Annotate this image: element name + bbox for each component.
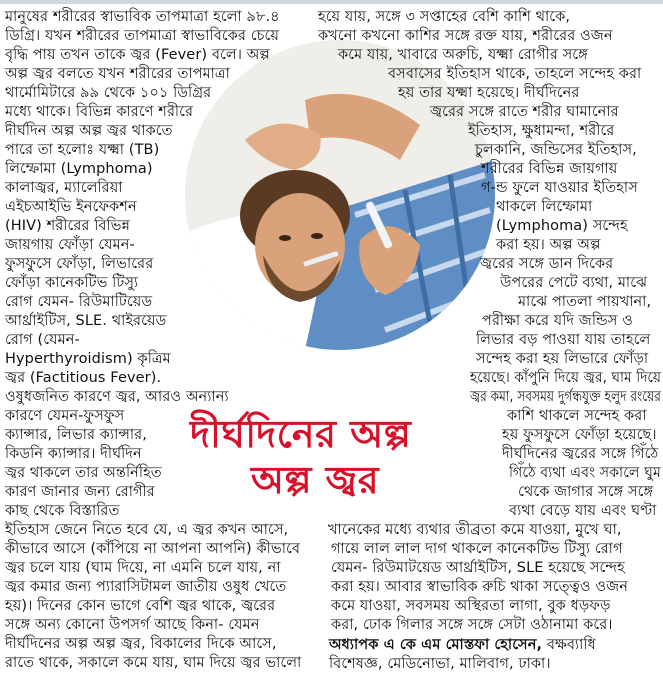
left-column-line: কারণ জানার জন্য রোগীর: [5, 484, 155, 500]
right-column-line: থেকে জাগার সঙ্গে সঙ্গে: [518, 484, 654, 500]
left-column-line: মধ্যে থাকে। বিভিন্ন কারণে শরীরে: [5, 104, 194, 120]
left-column-line: কাছ থেকে বিস্তারিত: [5, 503, 120, 519]
right-column-line: গ-ন্ড ফুলে যাওয়ার ইতিহাস: [481, 180, 638, 196]
right-column-line: গিঁঠে ব্যথা এবং সকালে ঘুম: [509, 465, 661, 481]
right-column-line: শরীরের বিভিন্ন জায়গায়: [481, 161, 618, 177]
headline-line-1: দীর্ঘদিনের অল্প: [190, 411, 412, 456]
right-column-line: হয়েছে। কাঁপুনি দিয়ে জ্বর, ঘাম দিয়ে: [470, 370, 662, 386]
right-column-line: ইতিহাস, ক্ষুধামন্দা, শরীরে: [468, 123, 615, 139]
byline-line-2: বিশেষজ্ঞ, মেডিনোভা, মালিবাগ, ঢাকা।: [329, 656, 551, 672]
left-column-line: ফুসফুসে ফোঁড়া, লিভারের: [5, 256, 154, 272]
left-column-line: রোগ যেমন- রিউমাটিয়েড: [5, 294, 153, 310]
right-column-line: লিভার বড় পাওয়া যায় তাহলে: [476, 332, 651, 348]
author-specialty: বক্ষব্যাধি: [542, 637, 596, 653]
right-column-line: জ্বরের সঙ্গে রাতে শরীর ঘামানোর: [430, 104, 619, 120]
right-column-line: যেমন- রিউমাটয়েড আর্থ্রাইটিস, SLE হয়েছে সন্দেহ: [331, 560, 625, 576]
right-column-line: থাকলে লিম্ফোমা: [496, 199, 593, 215]
left-column-line: ওষুধজনিত কারণে জ্বর, আরও অন্যান্য: [5, 389, 229, 405]
right-column-line: ব্যথা বেড়ে যায় এবং ঘণ্টা: [509, 503, 657, 519]
left-column-line: কারণে যেমন-ফুসফুস: [5, 408, 125, 424]
right-column-line: জ্বর কমা, সবসময় দুর্গন্ধযুক্ত হলুদ রংয়ের: [470, 389, 662, 405]
left-column-line: বৃদ্ধি পায় তখন তাকে জ্বর (Fever) বলে। অল্প: [5, 47, 270, 63]
right-column-line: করা, ঢোক গিলার সঙ্গে সঙ্গে সেটা ওঠানামা করে।: [331, 617, 613, 633]
left-column-line: দীর্ঘদিনের অল্প অল্প জ্বর, বিকালের দিকে আসে,: [5, 636, 277, 652]
left-column-line: হয়)। দিনের কোন ভাগে বেশি জ্বর থাকে, জ্বরের: [5, 598, 276, 614]
right-column-line: জ্বরের সঙ্গে ডান দিকের: [480, 256, 614, 272]
right-column-line: হয়ে যায়, সঙ্গে ৩ সপ্তাহের বেশি কাশি থাকে,: [318, 9, 571, 25]
right-column-line: সন্দেহ করা হয় লিভারে ফোঁড়া: [476, 351, 649, 367]
left-column-line: মানুষের শরীরের স্বাভাবিক তাপমাত্রা হলো ৯৮.৪: [5, 9, 280, 25]
left-column-line: ইতিহাস জেনে নিতে হবে যে, এ জ্বর কখন আসে,: [5, 522, 289, 538]
left-column-line: ক্যান্সার, লিভার ক্যান্সার,: [5, 427, 147, 443]
left-column-line: জ্বর চলে যায় (ঘাম দিয়ে, না এমনি চলে যায়, না: [5, 560, 281, 576]
left-column-line: জ্বর (Factitious Fever).: [5, 370, 162, 386]
left-column-line: কালাজ্বর, ম্যালেরিয়া: [5, 180, 123, 196]
left-column-line: থার্মোমিটারে ৯৯ থেকে ১০১ ডিগ্রির: [5, 85, 212, 101]
right-column-line: হয় ফুসফুসে ফোঁড়া হয়েছে।: [502, 427, 657, 443]
left-column-line: জ্বর থাকলে তার অন্তর্নিহিত: [5, 465, 162, 481]
left-column-line: আর্থ্রাইটিস, SLE. থাইরয়েড: [5, 313, 167, 329]
byline-line-1: [329, 636, 596, 655]
left-column-line: (HIV) শরীরের বিভিন্ন: [5, 218, 130, 234]
right-column-line: গায়ে লাল লাল দাগ থাকলে কানেকটিভ টিস্যু রোগ: [331, 541, 623, 557]
left-column-line: জ্বর কমার জন্য প্যারাসিটামল জাতীয় ওষুধ খেতে: [5, 579, 287, 595]
left-column-line: পারে তা হলোঃ যক্ষ্মা (TB): [5, 142, 160, 158]
left-column-line: সঙ্গে অন্য কোনো উপসর্গ আছে কিনা- যেমন: [5, 617, 260, 633]
author-name: অধ্যাপক এ কে এম মোস্তফা হোসেন,: [329, 637, 543, 653]
right-column-line: দীর্ঘদিনের জ্বরের সঙ্গে গিঁঠে: [502, 446, 659, 462]
right-column-line: করা হয়। অল্প অল্প: [496, 237, 601, 253]
left-column-line: Hyperthyroidism) কৃত্রিম: [5, 351, 171, 367]
headline-line-2: অল্প জ্বর: [251, 457, 380, 502]
left-column-line: রাতে থাকে, সকালে কমে যায়, ঘাম দিয়ে জ্বর ভালো: [5, 655, 302, 671]
right-column-line: উপরের পেটে ব্যথা, মাঝে: [500, 275, 648, 291]
left-column-line: এইচআইভি ইনফেকশন: [5, 199, 137, 215]
left-column-line: ফোঁড়া কানেকটিভ টিস্যু: [5, 275, 139, 291]
right-column-line: পরীক্ষা করে যদি জন্ডিস ও: [482, 313, 633, 329]
left-column-line: কিডনি ক্যান্সার। দীর্ঘদিন: [5, 446, 142, 462]
right-column-line: বসবাসের ইতিহাস থাকে, তাহলে সন্দেহ করা: [388, 66, 642, 82]
right-column-line: কখনো কখনো কাশির সঙ্গে রক্ত যায়, শরীরের ওজন: [318, 28, 613, 44]
right-column-line: কমে যায়, খাবারে অরুচি, যক্ষ্মা রোগীর সঙ্গে: [338, 47, 588, 63]
right-column-line: চুলকানি, জন্ডিসের ইতিহাস,: [475, 142, 637, 158]
right-column-line: (Lymphoma) সন্দেহ: [496, 218, 628, 234]
left-column-line: ডিগ্রি। যখন শরীরের তাপমাত্রা স্বাভাবিকের চেয়ে: [5, 28, 279, 44]
top-rule: [0, 0, 663, 4]
left-column-line: লিম্ফোমা (Lymphoma): [5, 161, 153, 177]
right-column-line: কাশি থাকলে সন্দেহ করা: [507, 408, 647, 424]
right-column-line: হয় তার যক্ষ্মা হয়েছে। দীর্ঘদিনের: [398, 85, 580, 101]
left-column-line: রোগ (যেমন-: [5, 332, 80, 348]
right-column-line: করা হয়। আবার স্বাভাবিক রুচি থাকা সত্ত্বেও ওজন: [331, 579, 629, 595]
left-column-line: জায়গায় ফোঁড়া যেমন-: [5, 237, 135, 253]
right-column-line: খানেকের মধ্যে ব্যথার তীব্রতা কমে যাওয়া, মুখে ঘা,: [328, 522, 622, 538]
left-column-line: অল্প জ্বর বলতে যখন শরীরের তাপমাত্রা: [5, 66, 230, 82]
right-column-line: কমে যাওয়া, সবসময় অস্থিরতা লাগা, বুক ধড়ফড়: [331, 598, 611, 614]
left-column-line: দীর্ঘদিন অল্প অল্প জ্বর থাকতে: [5, 123, 173, 139]
left-column-line: কীভাবে আসে (কাঁপিয়ে না আপনা আপনি) কীভাবে: [5, 541, 301, 557]
right-column-line: মাঝে পাতলা পায়খানা,: [518, 294, 652, 310]
